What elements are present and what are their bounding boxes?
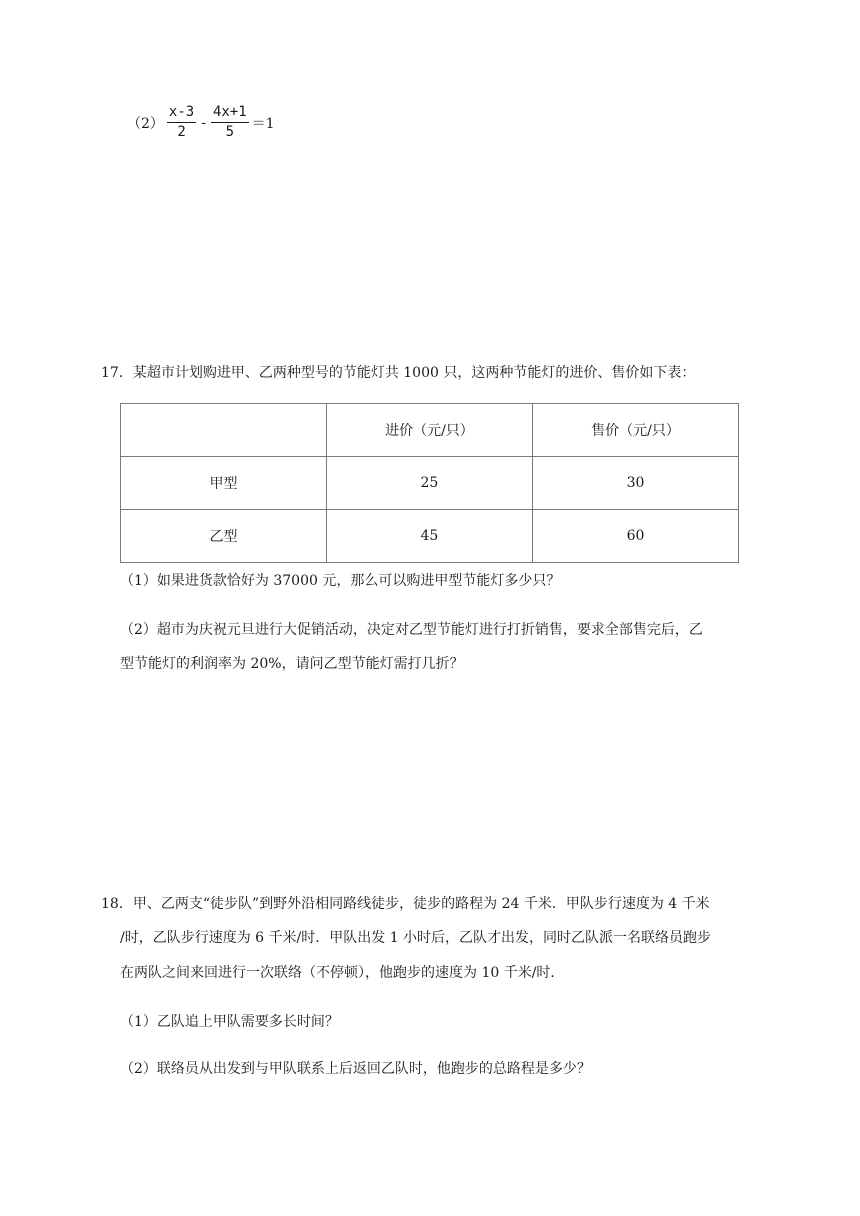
table-header-row <box>121 404 739 457</box>
table-cell: 25 <box>326 457 532 510</box>
q17-part2-line2: 型节能灯的利润率为 20%，请问乙型节能灯需打几折？ <box>120 656 464 672</box>
q18-stem-line1: 18．甲、乙两支“徒步队”到野外沿相同路线徒步，徒步的路程为 24 千米．甲队步行速度为 4 千米 <box>101 896 710 912</box>
price-table <box>120 403 739 563</box>
minus-sign: - <box>201 114 206 131</box>
q18-part1: （1）乙队追上甲队需要多长时间？ <box>120 1014 339 1030</box>
table-header-cell: 售价（元/只） <box>532 404 738 457</box>
fraction-2-denominator: 5 <box>225 124 235 140</box>
table-cell: 45 <box>326 510 532 563</box>
fraction-1-numerator: x-3 <box>167 104 196 123</box>
table-cell: 30 <box>532 457 738 510</box>
table-row <box>121 457 739 510</box>
part-label: （2） <box>127 115 164 132</box>
q18-part2: （2）联络员从出发到与甲队联系上后返回乙队时，他跑步的总路程是多少？ <box>120 1061 591 1077</box>
q17-part1: （1）如果进货款恰好为 37000 元，那么可以购进甲型节能灯多少只？ <box>120 573 561 589</box>
equation-rhs: ＝1 <box>251 115 275 132</box>
table-cell: 乙型 <box>121 510 327 563</box>
q18-stem-line3: 在两队之间来回进行一次联络（不停顿），他跑步的速度为 10 千米/时． <box>120 965 565 981</box>
q17-stem: 17．某超市计划购进甲、乙两种型号的节能灯共 1000 只，这两种节能灯的进价、售价如下表： <box>101 365 696 381</box>
fraction-2 <box>211 104 249 141</box>
table-header-cell <box>121 404 327 457</box>
equation-16-2 <box>127 104 275 141</box>
fraction-2-numerator: 4x+1 <box>211 104 249 123</box>
table-cell: 60 <box>532 510 738 563</box>
table-header-cell: 进价（元/只） <box>326 404 532 457</box>
fraction-1 <box>167 104 196 141</box>
q18-stem-line2: /时，乙队步行速度为 6 千米/时．甲队出发 1 小时后，乙队才出发，同时乙队派一名联络员跑步 <box>120 930 712 946</box>
table-row <box>121 510 739 563</box>
q17-part2-line1: （2）超市为庆祝元旦进行大促销活动，决定对乙型节能灯进行打折销售，要求全部售完后，乙 <box>120 622 703 638</box>
fraction-1-denominator: 2 <box>177 124 186 140</box>
table-cell: 甲型 <box>121 457 327 510</box>
